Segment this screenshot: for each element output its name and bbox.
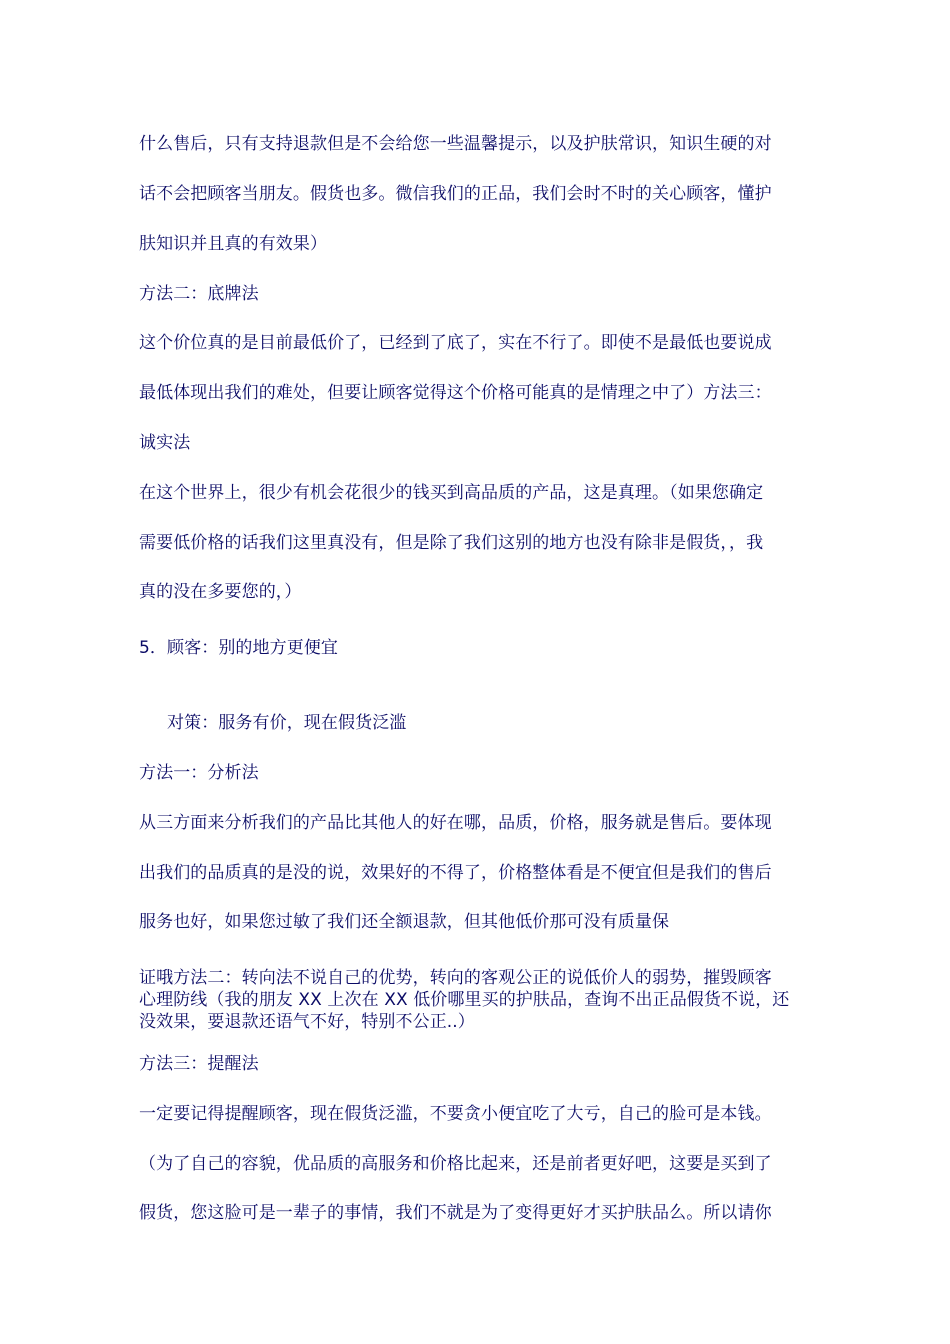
text-line: 一定要记得提醒顾客，现在假货泛滥，不要贪小便宜吃了大亏，自己的脸可是本钱。 <box>139 1104 772 1124</box>
section-heading: 方法一：分析法 <box>139 763 259 783</box>
text-line: 心理防线（我的朋友 XX 上次在 XX 低价哪里买的护肤品，查询不出正品假货不说，还 <box>139 990 790 1010</box>
text-line: 肤知识并且真的有效果） <box>139 234 328 254</box>
section-heading: 方法二：底牌法 <box>139 284 259 304</box>
text-line: （为了自己的容貌，优品质的高服务和价格比起来，还是前者更好吧，这要是买到了 <box>139 1154 772 1174</box>
text-line: 没效果，要退款还语气不好，特别不公正..） <box>139 1012 475 1032</box>
text-line: 在这个世界上，很少有机会花很少的钱买到高品质的产品，这是真理。（如果您确定 <box>139 483 764 503</box>
text-line: 最低体现出我们的难处，但要让顾客觉得这个价格可能真的是情理之中了）方法三： <box>139 383 772 403</box>
text-line: 这个价位真的是目前最低价了，已经到了底了，实在不行了。即使不是最低也要说成 <box>139 333 772 353</box>
text-line: 什么售后，只有支持退款但是不会给您一些温馨提示，以及护肤常识，知识生硬的对 <box>139 134 772 154</box>
section-heading: 诚实法 <box>139 433 191 453</box>
section-heading: 方法三：提醒法 <box>139 1054 259 1074</box>
text-line: 服务也好，如果您过敏了我们还全额退款，但其他低价那可没有质量保 <box>139 912 670 932</box>
text-line: 从三方面来分析我们的产品比其他人的好在哪，品质，价格，服务就是售后。要体现 <box>139 813 772 833</box>
text-line: 证哦方法二：转向法不说自己的优势，转向的客观公正的说低价人的弱势，摧毁顾客 <box>139 968 772 988</box>
strategy-line: 对策：服务有价，现在假货泛滥 <box>167 713 407 733</box>
text-line: 真的没在多要您的，） <box>139 582 302 602</box>
text-line: 出我们的品质真的是没的说，效果好的不得了，价格整体看是不便宜但是我们的售后 <box>139 863 772 883</box>
text-line: 假货，您这脸可是一辈子的事情，我们不就是为了变得更好才买护肤品么。所以请你 <box>139 1203 772 1223</box>
text-line: 话不会把顾客当朋友。假货也多。微信我们的正品，我们会时不时的关心顾客，懂护 <box>139 184 772 204</box>
text-line: 需要低价格的话我们这里真没有，但是除了我们这别的地方也没有除非是假货，，我 <box>139 533 764 553</box>
numbered-heading: 5．顾客：别的地方更便宜 <box>139 638 339 658</box>
